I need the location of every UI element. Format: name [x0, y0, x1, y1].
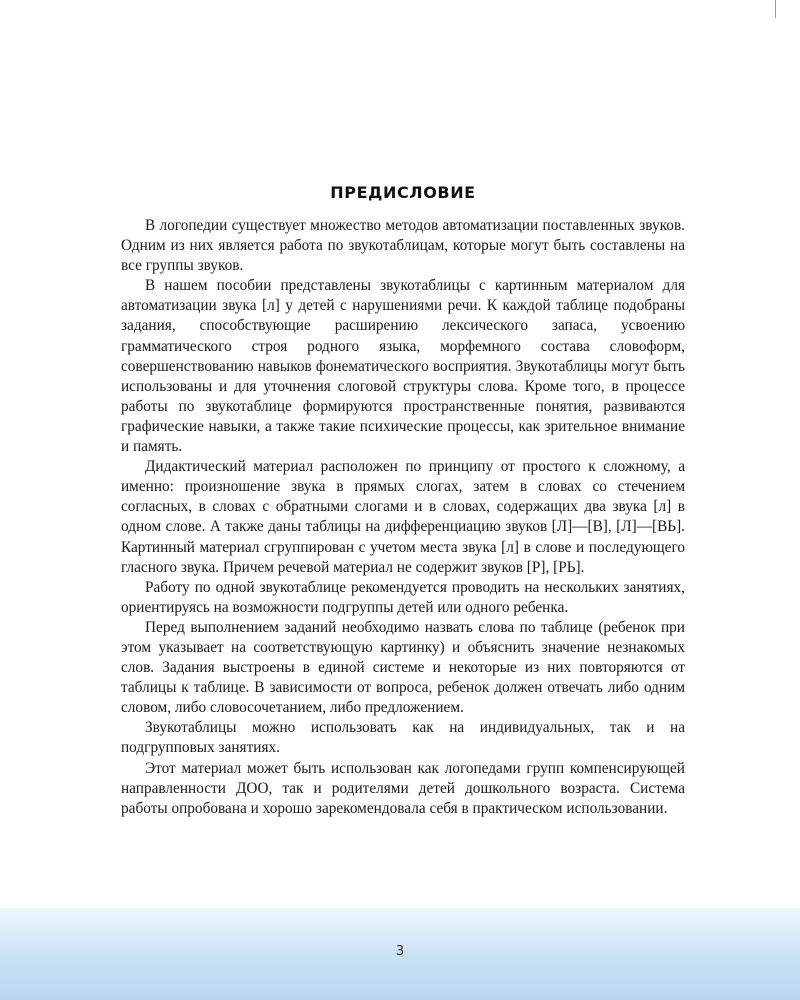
paragraph-4: Работу по одной звукотаблице рекомендуется проводить на нескольких занятиях, ориентируясь на возможности подгруппы детей или одного ребенка.: [121, 578, 685, 616]
page-title: ПРЕДИСЛОВИЕ: [330, 183, 476, 202]
paragraph-3: Дидактический материал расположен по принципу от простого к сложному, а именно: произношение звука в прямых слогах, затем в словах со стечением согласных, в словах с обратными слогами и в словах, содержащих два звука [л] в одном слове. А также даны таблицы на дифференциацию звуков [Л]—[В], [Л]—[ВЬ]. Картинный материал сгруппирован с учетом места звука [л] в слове и последующего гласного звука. Причем речевой материал не содержит звуков [Р], [РЬ].: [121, 458, 685, 576]
footer-band: [0, 908, 800, 1000]
paragraph-1: В логопедии существует множество методов автоматизации поставленных звуков. Одним из них является работа по звукотаблицам, которые могут быть составлены на все группы звуков.: [121, 217, 685, 275]
paragraph-5: Перед выполнением заданий необходимо назвать слова по таблице (ребенок при этом указывает на соответствующую картинку) и объяснить значение незнакомых слов. Задания выстроены в единой системе и некоторые из них повторяются от таблицы к таблице. В зависимости от вопроса, ребенок должен отвечать либо одним словом, либо словосочетанием, либо предложением.: [121, 618, 685, 717]
page-corner-mark: [775, 0, 776, 18]
paragraph-7: Этот материал может быть использован как логопедами групп компенсирующей направленности ДОО, так и родителями детей дошкольного возраста. Система работы опробована и хорошо зарекомендовала себя в практическом использовании.: [121, 759, 685, 817]
paragraph-6: Звукотаблицы можно использовать как на индивидуальных, так и на подгрупповых занятиях.: [121, 719, 685, 757]
body-text: [121, 216, 685, 819]
paragraph-2: В нашем пособии представлены звукотаблицы с картинным материалом для автоматизации звука [л] у детей с нарушениями речи. К каждой таблице подобраны задания, способствующие расширению лексического запаса, усвоению грамматического строя родного языка, морфемного состава словоформ, совершенствованию навыков фонематического восприятия. Звукотаблицы могут быть использованы и для уточнения слоговой структуры слова. Кроме того, в процессе работы по звукотаблице формируются пространственные понятия, развиваются графические навыки, а также такие психические процессы, как зрительное внимание и память.: [121, 277, 685, 456]
page-content: [121, 183, 685, 819]
page-number: 3: [395, 944, 405, 959]
